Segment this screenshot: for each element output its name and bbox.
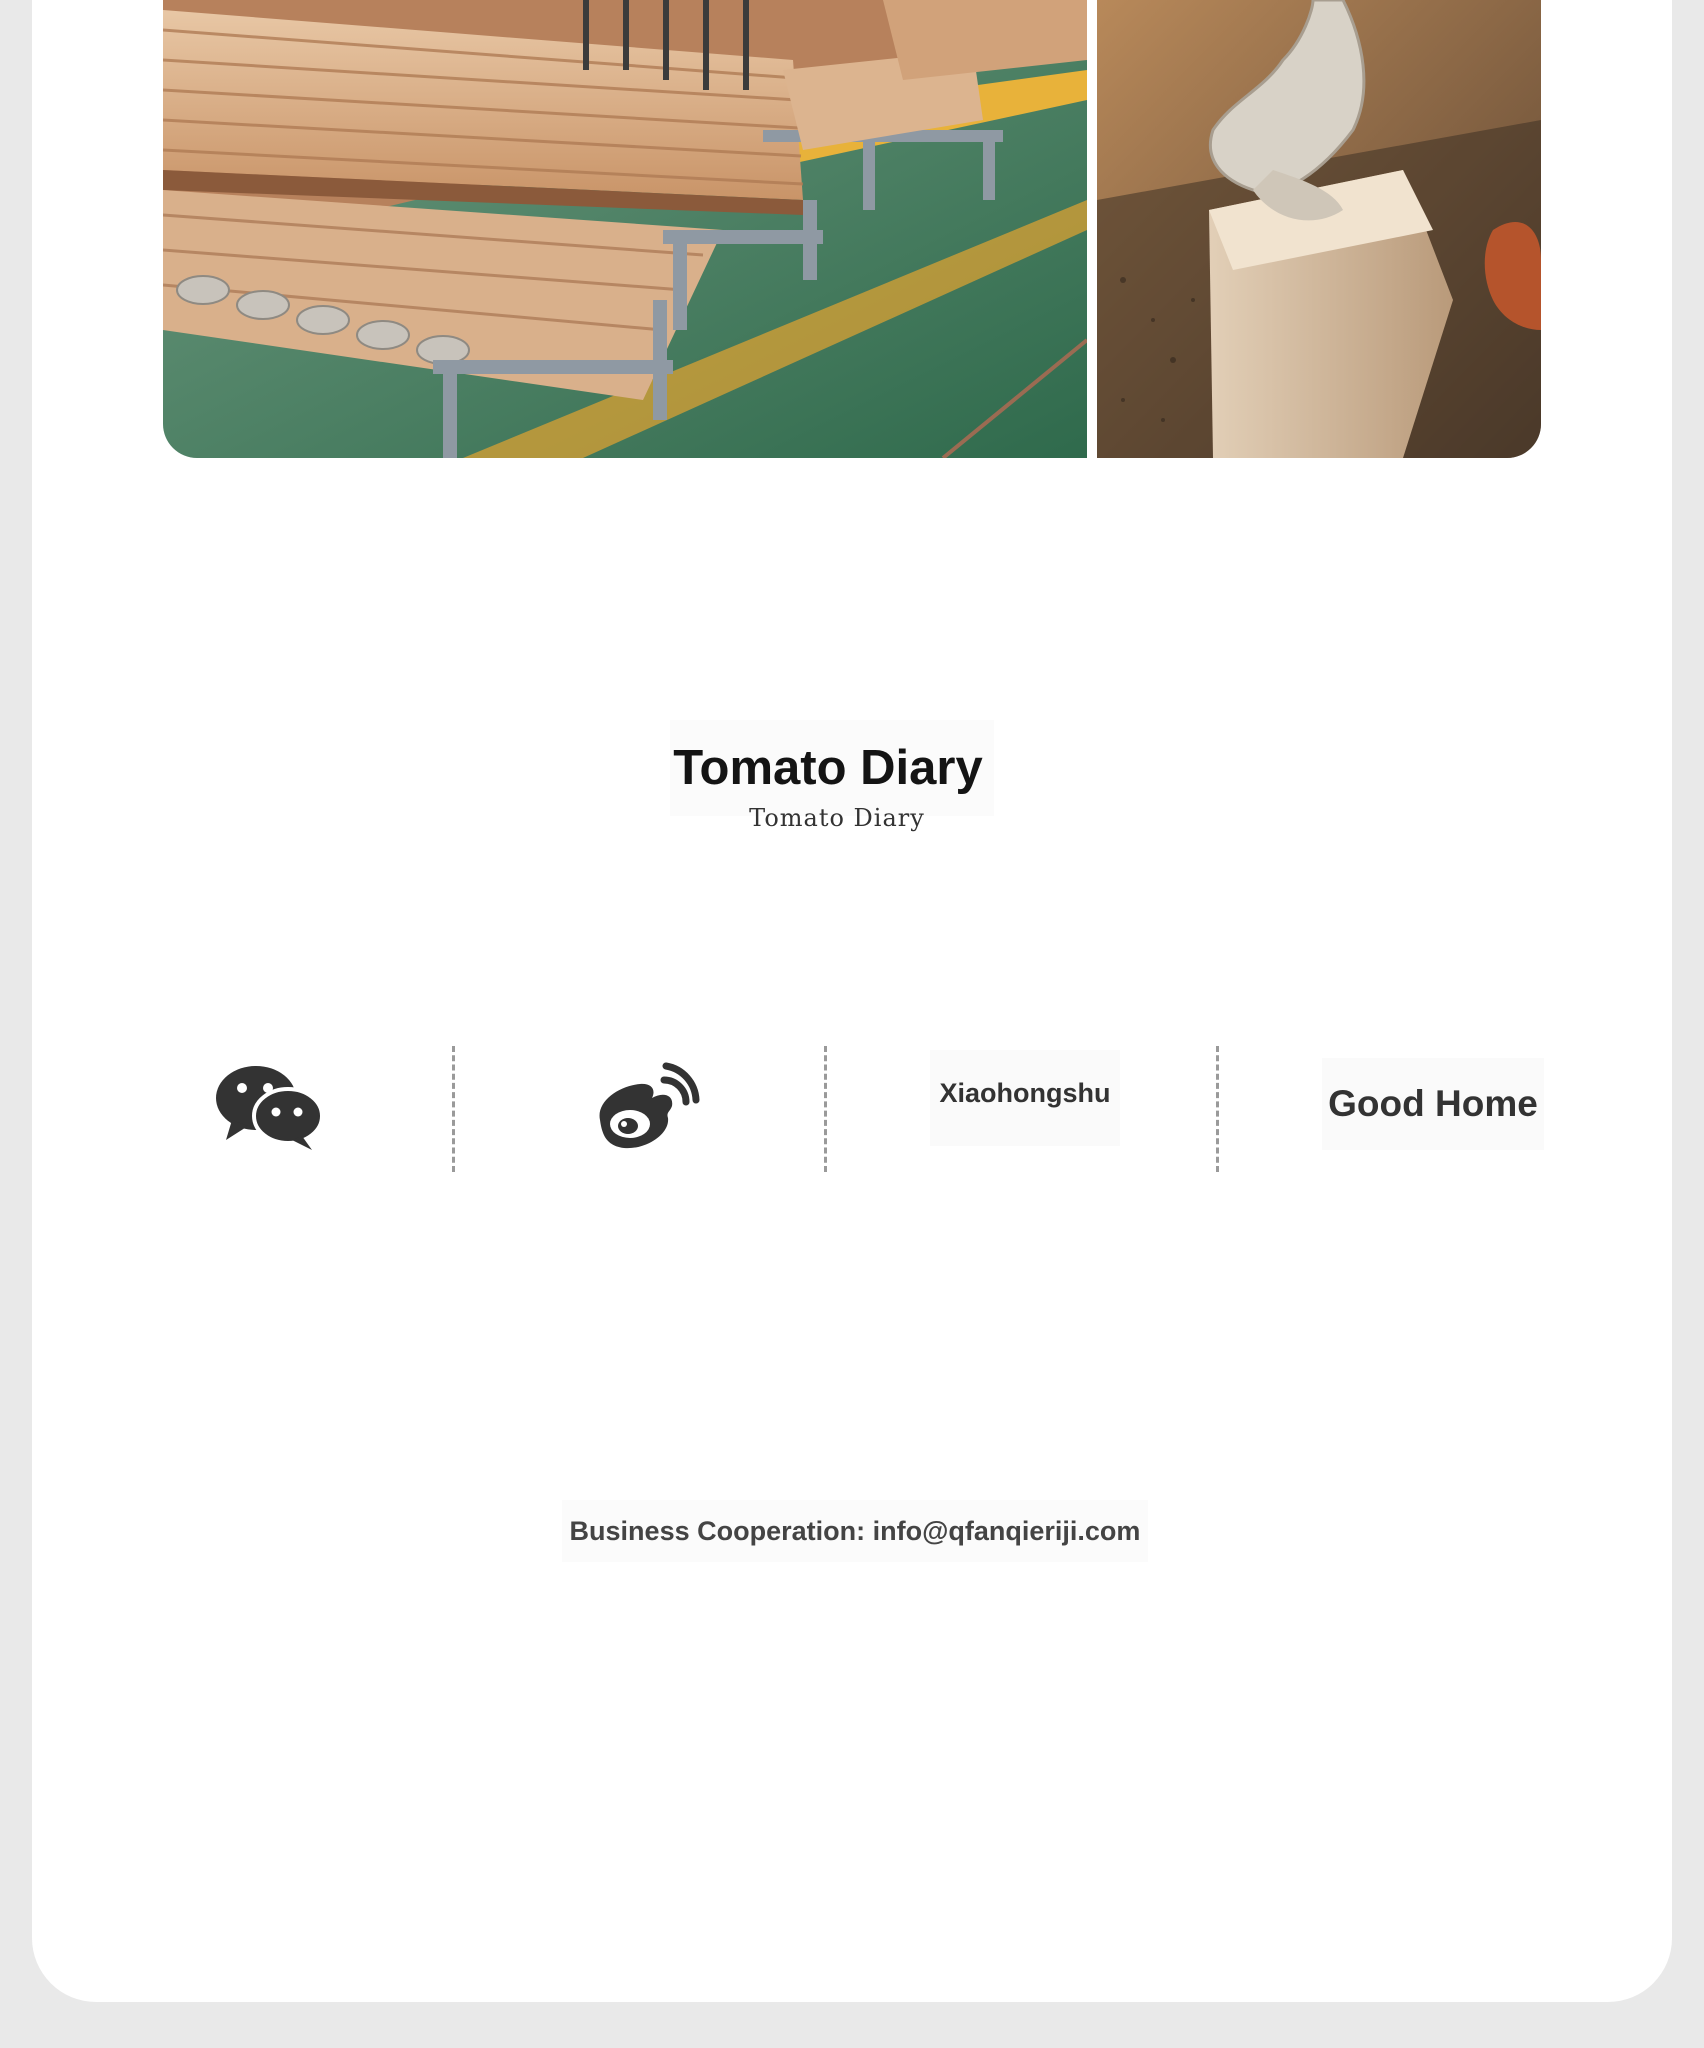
weibo-link[interactable] — [590, 1062, 700, 1154]
factory-photo — [163, 0, 1087, 458]
social-divider — [824, 1046, 827, 1172]
social-divider — [1216, 1046, 1219, 1172]
wechat-link[interactable] — [214, 1062, 324, 1152]
xiaohongshu-link[interactable]: Xiaohongshu — [930, 1050, 1120, 1146]
social-divider — [452, 1046, 455, 1172]
wechat-icon — [214, 1062, 324, 1152]
brand-subtitle: Tomato Diary — [749, 804, 925, 832]
weibo-icon — [590, 1062, 700, 1154]
hero-image-collage — [163, 0, 1541, 458]
good-home-link[interactable]: Good Home — [1322, 1058, 1544, 1150]
brand-title: Tomato Diary — [673, 741, 983, 795]
sanding-photo — [1097, 0, 1541, 458]
business-contact[interactable]: Business Cooperation: info@qfanqieriji.com — [562, 1500, 1148, 1562]
